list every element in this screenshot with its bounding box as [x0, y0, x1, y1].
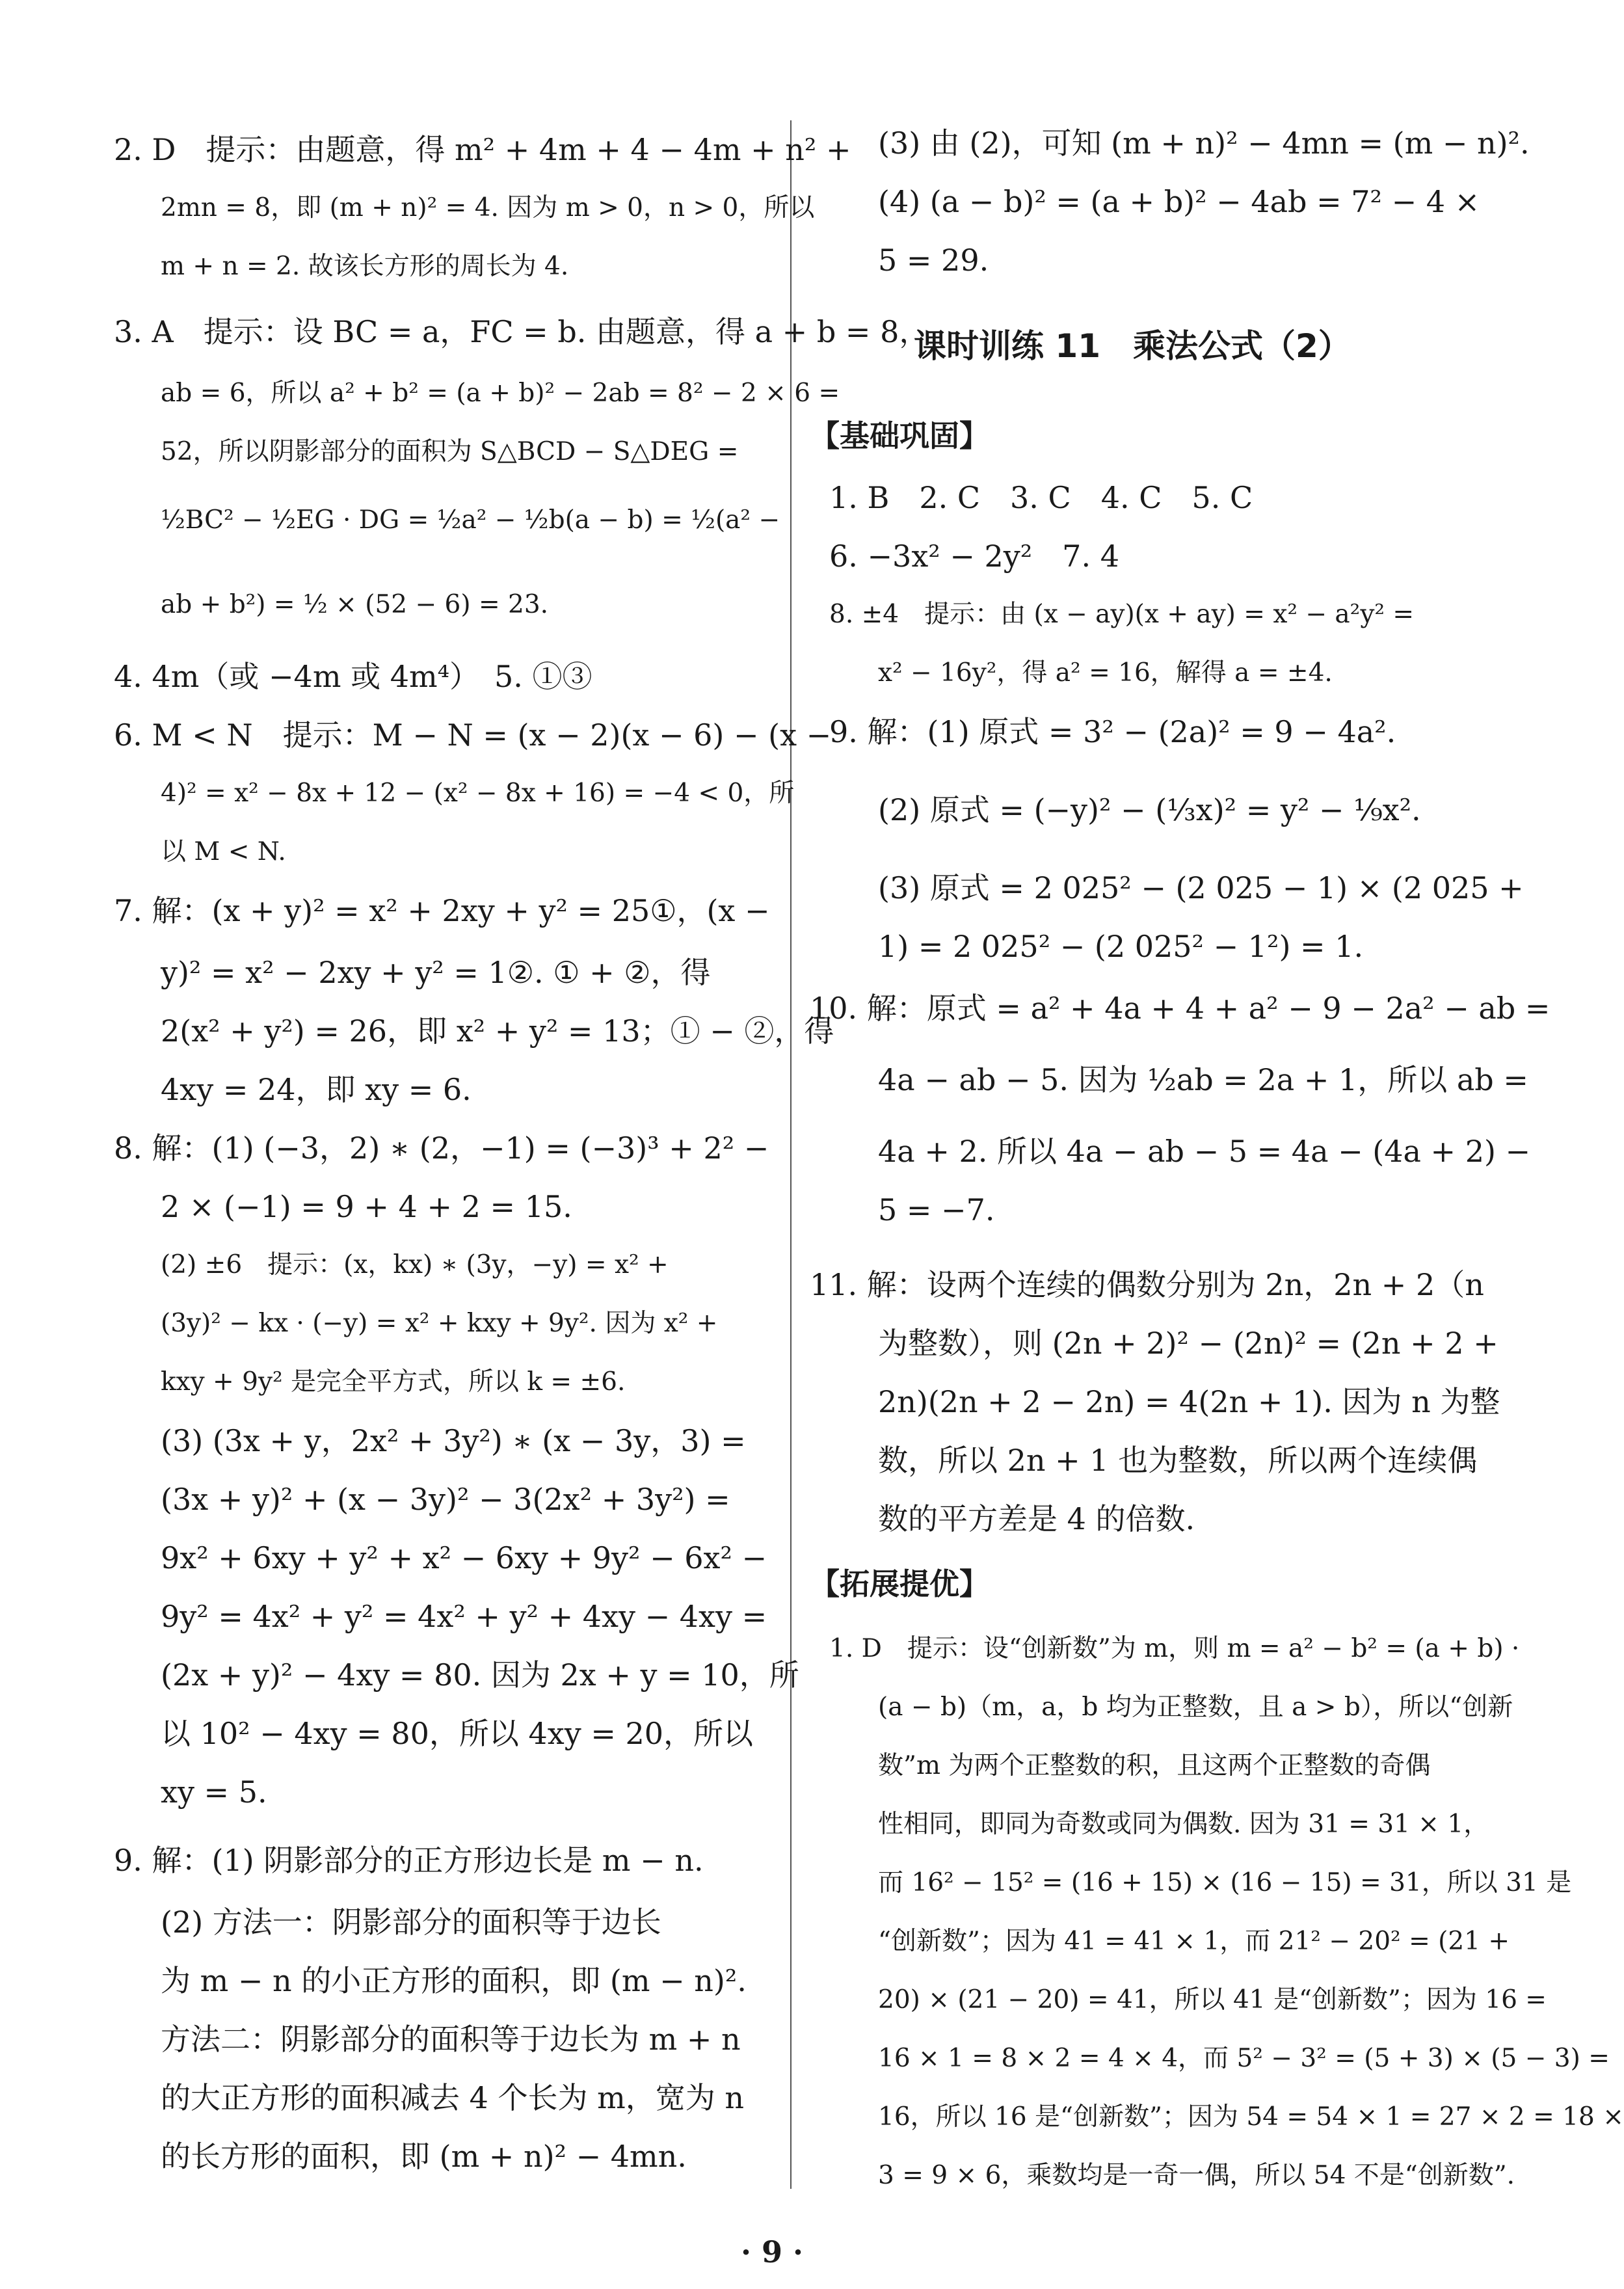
answer-line: “创新数”；因为 41 = 41 × 1，而 21² − 20² = (21 + — [878, 1927, 1510, 1956]
section-title: 课时训练 11 乘法公式（2） — [914, 327, 1351, 365]
answer-line: 1) = 2 025² − (2 025² − 1²) = 1. — [878, 929, 1364, 964]
basic-heading: 【基础巩固】 — [810, 418, 989, 453]
answer-line: 52，所以阴影部分的面积为 S△BCD − S△DEG = — [161, 437, 739, 466]
answer-line: (4) (a − b)² = (a + b)² − 4ab = 7² − 4 × — [878, 184, 1480, 219]
answer-line: 数的平方差是 4 的倍数. — [878, 1501, 1195, 1536]
answer-line: 9. 解：(1) 阴影部分的正方形边长是 m − n. — [114, 1843, 704, 1878]
answer-line: 性相同，即同为奇数或同为偶数. 因为 31 = 31 × 1， — [878, 1810, 1489, 1839]
answer-line: 1. B 2. C 3. C 4. C 5. C — [829, 480, 1253, 515]
answer-line: 4xy = 24，即 xy = 6. — [161, 1072, 472, 1107]
answer-line: 8. 解：(1) (−3，2) ∗ (2，−1) = (−3)³ + 2² − — [114, 1131, 769, 1166]
answer-line: 4. 4m（或 −4m 或 4m⁴） 5. ①③ — [114, 659, 592, 694]
answer-line: 为 m − n 的小正方形的面积，即 (m − n)². — [161, 1963, 747, 1998]
answer-line: 5 = 29. — [878, 243, 989, 278]
answer-line: 11. 解：设两个连续的偶数分别为 2n，2n + 2（n — [810, 1267, 1484, 1302]
answer-line: 4a + 2. 所以 4a − ab − 5 = 4a − (4a + 2) − — [878, 1134, 1531, 1169]
answer-line: 2n)(2n + 2 − 2n) = 4(2n + 1). 因为 n 为整 — [878, 1384, 1500, 1419]
answer-line: 1. D 提示：设“创新数”为 m，则 m = a² − b² = (a + b) · — [829, 1634, 1520, 1663]
answer-line: 3 = 9 × 6，乘数均是一奇一偶，所以 54 不是“创新数”. — [878, 2161, 1515, 2190]
answer-line: (3) (3x + y，2x² + 3y²) ∗ (x − 3y，3) = — [161, 1423, 746, 1458]
page-number: · 9 · — [740, 2234, 804, 2269]
answer-line: 3. A 提示：设 BC = a，FC = b. 由题意，得 a + b = 8， — [114, 314, 929, 349]
answer-line: xy = 5. — [161, 1774, 267, 1810]
answer-line: 5 = −7. — [878, 1192, 995, 1227]
answer-line: 2(x² + y²) = 26，即 x² + y² = 13；① − ②，得 — [161, 1013, 834, 1049]
answer-line: 为整数），则 (2n + 2)² − (2n)² = (2n + 2 + — [878, 1326, 1498, 1361]
answer-line: 2 × (−1) = 9 + 4 + 2 = 15. — [161, 1189, 572, 1224]
answer-line: 20) × (21 − 20) = 41，所以 41 是“创新数”；因为 16 = — [878, 1985, 1547, 2015]
answer-line: 9. 解：(1) 原式 = 3² − (2a)² = 9 − 4a². — [829, 714, 1396, 749]
answer-line: (a − b)（m，a，b 均为正整数，且 a > b），所以“创新 — [878, 1693, 1513, 1722]
answer-line: (2) 方法一：阴影部分的面积等于边长 — [161, 1905, 661, 1940]
answer-line: 2. D 提示：由题意，得 m² + 4m + 4 − 4m + n² + — [114, 132, 851, 167]
answer-line: (2) 原式 = (−y)² − (⅓x)² = y² − ⅑x². — [878, 792, 1421, 827]
answer-line: m + n = 2. 故该长方形的周长为 4. — [161, 252, 569, 281]
answer-line: kxy + 9y² 是完全平方式，所以 k = ±6. — [161, 1367, 626, 1397]
answer-line: 9x² + 6xy + y² + x² − 6xy + 9y² − 6x² − — [161, 1540, 767, 1575]
answer-line: ab + b²) = ½ × (52 − 6) = 23. — [161, 590, 549, 619]
answer-line: 7. 解：(x + y)² = x² + 2xy + y² = 25①，(x − — [114, 893, 770, 928]
answer-line: x² − 16y²，得 a² = 16，解得 a = ±4. — [878, 658, 1333, 688]
answer-line: 4)² = x² − 8x + 12 − (x² − 8x + 16) = −4 < 0，所 — [161, 779, 795, 808]
column-divider — [790, 120, 792, 2189]
answer-line: (3x + y)² + (x − 3y)² − 3(2x² + 3y²) = — [161, 1482, 730, 1517]
answer-line: 6. −3x² − 2y² 7. 4 — [829, 539, 1119, 574]
answer-line: 的大正方形的面积减去 4 个长为 m，宽为 n — [161, 2080, 744, 2115]
answer-line: 数，所以 2n + 1 也为整数，所以两个连续偶 — [878, 1443, 1478, 1478]
answer-line: (2) ±6 提示：(x，kx) ∗ (3y，−y) = x² + — [161, 1250, 669, 1279]
answer-line: ½BC² − ½EG · DG = ½a² − ½b(a − b) = ½(a² − — [161, 505, 780, 535]
answer-line: 6. M < N 提示：M − N = (x − 2)(x − 6) − (x − — [114, 717, 832, 753]
extension-heading: 【拓展提优】 — [810, 1566, 989, 1601]
answer-line: ab = 6，所以 a² + b² = (a + b)² − 2ab = 8² − 2 × 6 = — [161, 379, 840, 408]
answer-line: 的长方形的面积，即 (m + n)² − 4mn. — [161, 2139, 687, 2174]
answer-line: 10. 解：原式 = a² + 4a + 4 + a² − 9 − 2a² − ab = — [810, 991, 1551, 1026]
answer-line: (3) 原式 = 2 025² − (2 025 − 1) × (2 025 + — [878, 870, 1524, 905]
answer-line: (3y)² − kx · (−y) = x² + kxy + 9y². 因为 x² + — [161, 1309, 718, 1338]
answer-line: y)² = x² − 2xy + y² = 1②. ① + ②，得 — [161, 955, 711, 990]
answer-line: 16，所以 16 是“创新数”；因为 54 = 54 × 1 = 27 × 2 = 18 × — [878, 2102, 1624, 2132]
answer-line: 方法二：阴影部分的面积等于边长为 m + n — [161, 2022, 741, 2057]
answer-line: 9y² = 4x² + y² = 4x² + y² + 4xy − 4xy = — [161, 1599, 767, 1634]
answer-line: 16 × 1 = 8 × 2 = 4 × 4，而 5² − 3² = (5 + 3) × (5 − 3) = — [878, 2044, 1610, 2073]
answer-line: 4a − ab − 5. 因为 ½ab = 2a + 1，所以 ab = — [878, 1062, 1528, 1097]
answer-line: 2mn = 8，即 (m + n)² = 4. 因为 m > 0，n > 0，所以 — [161, 193, 815, 222]
answer-line: (3) 由 (2)，可知 (m + n)² − 4mn = (m − n)². — [878, 126, 1530, 161]
answer-line: 以 10² − 4xy = 80，所以 4xy = 20，所以 — [161, 1716, 754, 1751]
answer-line: (2x + y)² − 4xy = 80. 因为 2x + y = 10，所 — [161, 1657, 799, 1693]
answer-line: 8. ±4 提示：由 (x − ay)(x + ay) = x² − a²y² = — [829, 600, 1415, 629]
answer-line: 而 16² − 15² = (16 + 15) × (16 − 15) = 31，所以 31 是 — [878, 1868, 1572, 1897]
answer-line: 数”m 为两个正整数的积，且这两个正整数的奇偶 — [878, 1751, 1431, 1780]
answer-line: 以 M < N. — [161, 837, 286, 866]
